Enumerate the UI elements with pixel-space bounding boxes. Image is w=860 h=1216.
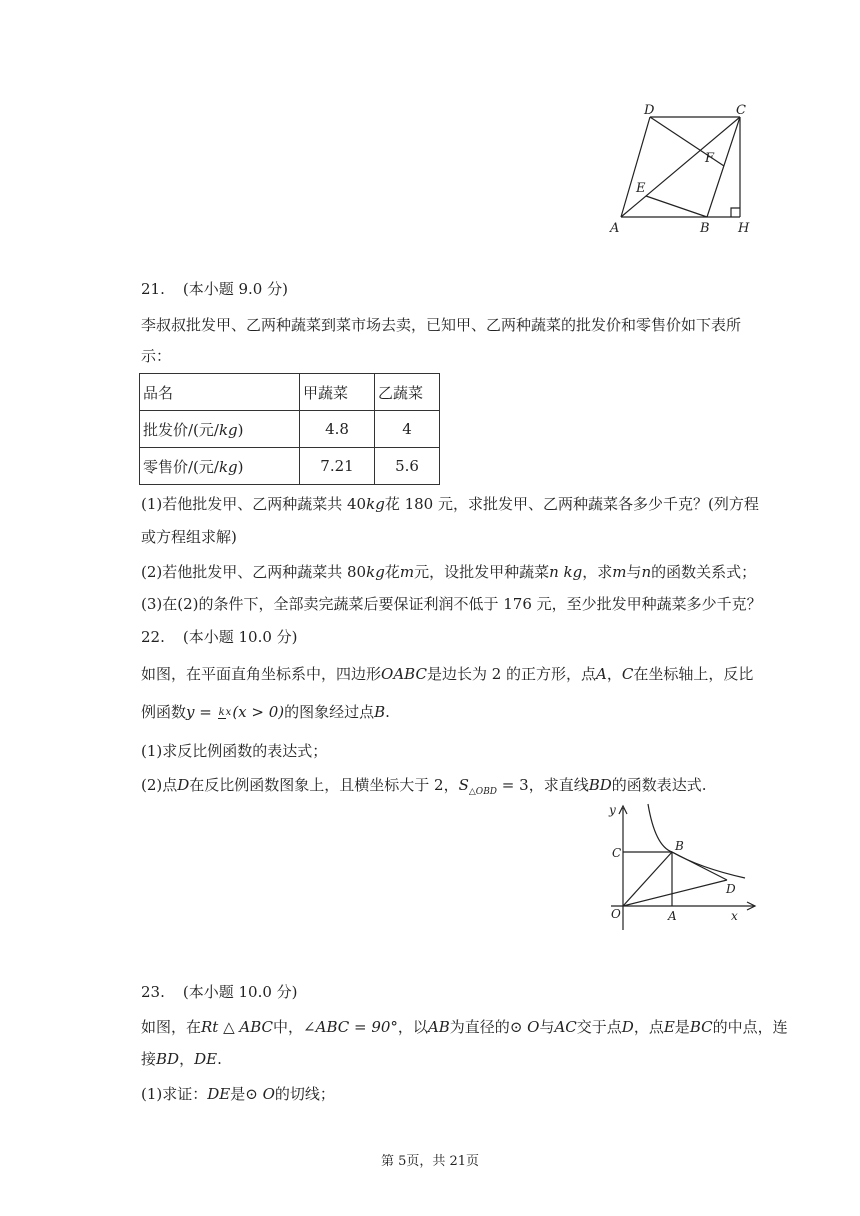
- text: 在反比例函数图象上，且横坐标大于 2，: [189, 776, 459, 794]
- label-E: E: [636, 181, 646, 196]
- coordinate-figure: [595, 800, 760, 940]
- table-header-cell: 乙蔬菜: [375, 374, 440, 411]
- q22-header: [141, 627, 298, 647]
- text: 是: [674, 1018, 690, 1036]
- q22-part2: [141, 775, 707, 802]
- text: 的函数关系式；: [651, 563, 757, 581]
- label-A: A: [610, 221, 620, 236]
- label-O: O: [611, 907, 621, 921]
- math-var: DE: [194, 1050, 218, 1068]
- math-var: n: [641, 563, 652, 581]
- axis-label-x: x: [731, 909, 738, 923]
- math-var: S: [458, 776, 469, 794]
- text: 如图，在: [141, 1018, 202, 1036]
- q23-number: 23.: [141, 983, 165, 1001]
- text: (2)若他批发甲、乙两种蔬菜共 80: [141, 563, 367, 581]
- math-var: B: [374, 703, 386, 721]
- math-var: BD: [156, 1050, 180, 1068]
- row-label-suffix: ): [237, 457, 244, 476]
- table-row: [140, 448, 440, 485]
- segment-OD: [623, 880, 727, 906]
- q21-intro-line2: 示：: [141, 347, 172, 365]
- math-var: D: [177, 776, 190, 794]
- row-label-prefix: 批发价/(元/: [143, 420, 219, 439]
- table-header-cell: 甲蔬菜: [300, 374, 375, 411]
- q22-line1: [141, 664, 753, 684]
- q23-header: [141, 982, 298, 1002]
- text: 的图象经过点: [284, 703, 375, 721]
- table-cell: 4.8: [300, 411, 375, 448]
- label-A: A: [668, 909, 677, 923]
- diagonal-AC: [621, 117, 740, 217]
- label-B: B: [700, 221, 710, 236]
- text: (1)求证：: [141, 1085, 208, 1103]
- text: 例函数: [141, 703, 187, 721]
- q22-number: 22.: [141, 628, 165, 646]
- text: 为直径的: [449, 1018, 510, 1036]
- text: ，: [606, 665, 622, 683]
- q21-number: 21.: [141, 280, 165, 298]
- math-subscript: △OBD: [468, 787, 498, 797]
- text: 是边长为 2 的正方形，点: [426, 665, 597, 683]
- text: ，求直线: [528, 776, 589, 794]
- row-label-retail: [140, 448, 300, 485]
- text: 在坐标轴上，反比: [633, 665, 754, 683]
- text: 花 180 元，求批发甲、乙两种蔬菜各多少千克？(列方程: [384, 495, 759, 513]
- segment-AD: [621, 117, 650, 217]
- text: 交于点: [576, 1018, 622, 1036]
- math-expr: ⊙ O: [245, 1085, 275, 1103]
- q21-header: [141, 279, 288, 299]
- label-D: D: [644, 103, 655, 118]
- fraction-numerator: k: [218, 707, 225, 718]
- math-var: E: [663, 1018, 675, 1036]
- hyperbola-curve: [648, 804, 745, 878]
- math-unit: kg: [366, 495, 385, 513]
- table-row: [140, 411, 440, 448]
- math-var: D: [621, 1018, 634, 1036]
- q23-line1: [141, 1017, 788, 1037]
- text: 中，: [273, 1018, 304, 1036]
- math-var: OABC: [381, 665, 427, 683]
- math-var: y: [186, 703, 195, 721]
- math-var: C: [621, 665, 634, 683]
- q23-line2: [141, 1049, 222, 1069]
- text: 如图，在平面直角坐标系中，四边形: [141, 665, 382, 683]
- text: ，点: [633, 1018, 664, 1036]
- row-label-unit: kg: [218, 457, 238, 476]
- q21-intro-line1: 李叔叔批发甲、乙两种蔬菜到菜市场去卖，已知甲、乙两种蔬菜的批发价和零售价如下表所: [141, 316, 742, 334]
- math-var: m: [612, 563, 627, 581]
- text: 与: [539, 1018, 555, 1036]
- math-var: BC: [689, 1018, 713, 1036]
- q21-part3: (3)在(2)的条件下，全部卖完蔬菜后要保证利润不低于 176 元，至少批发甲种蔬菜多少千克？: [141, 595, 762, 613]
- q21-part1-line1: [141, 494, 759, 514]
- q23-points: (本小题 10.0 分): [182, 983, 298, 1001]
- math-expr: ⊙ O: [509, 1018, 540, 1036]
- table-cell: 5.6: [375, 448, 440, 485]
- text: .: [385, 703, 390, 721]
- math-var: n kg: [549, 563, 583, 581]
- table-header-row: [140, 374, 440, 411]
- text: 花: [384, 563, 400, 581]
- axis-label-y: y: [609, 803, 616, 817]
- math-var: AB: [427, 1018, 450, 1036]
- row-label-prefix: 零售价/(元/: [143, 457, 219, 476]
- text: 的中点，连: [712, 1018, 788, 1036]
- q22-part1: (1)求反比例函数的表达式；: [141, 742, 328, 760]
- text: ，以: [397, 1018, 428, 1036]
- row-label-suffix: ): [237, 420, 244, 439]
- q21-points: (本小题 9.0 分): [182, 280, 288, 298]
- text: 元，设批发甲种蔬菜: [414, 563, 550, 581]
- table-cell: 4: [375, 411, 440, 448]
- q21-part1-line2: 或方程组求解): [141, 528, 237, 546]
- math-expr: ∠ABC = 90°: [303, 1018, 398, 1036]
- text: 与: [626, 563, 642, 581]
- text: (1)若他批发甲、乙两种蔬菜共 40: [141, 495, 367, 513]
- label-D: D: [726, 882, 736, 896]
- math-var: AC: [554, 1018, 577, 1036]
- segment-OB: [623, 852, 672, 906]
- segment-CB: [707, 117, 740, 217]
- label-H: H: [738, 221, 750, 236]
- q21-part2: [141, 562, 756, 582]
- fraction-denominator: x: [225, 707, 232, 718]
- math-var: DE: [207, 1085, 231, 1103]
- text: 是: [230, 1085, 246, 1103]
- label-B: B: [675, 839, 684, 853]
- price-table: [139, 373, 440, 485]
- text: .: [217, 1050, 222, 1068]
- q23-part1: [141, 1084, 335, 1104]
- row-label-wholesale: [140, 411, 300, 448]
- math-var: A: [596, 665, 607, 683]
- text: 的切线；: [274, 1085, 335, 1103]
- label-C: C: [736, 103, 746, 118]
- parallelogram-figure: [600, 100, 760, 240]
- segment-EB: [646, 196, 707, 217]
- math-expr: Rt △ ABC: [201, 1018, 274, 1036]
- text: ，: [179, 1050, 195, 1068]
- q22-points: (本小题 10.0 分): [182, 628, 298, 646]
- text: ，求: [582, 563, 613, 581]
- math-var: m: [399, 563, 415, 581]
- math-condition: (x > 0): [232, 703, 285, 721]
- math-unit: kg: [366, 563, 385, 581]
- text: 接: [141, 1050, 157, 1068]
- label-C: C: [612, 846, 622, 860]
- right-angle-mark: [731, 208, 740, 217]
- math-op: = 3: [497, 776, 529, 794]
- q22-line2: [141, 700, 390, 724]
- row-label-unit: kg: [218, 420, 238, 439]
- table-cell: 7.21: [300, 448, 375, 485]
- text: 的函数表达式.: [611, 776, 707, 794]
- math-var: BD: [588, 776, 612, 794]
- math-op: =: [194, 703, 217, 721]
- fraction-k-over-x: [218, 708, 232, 718]
- text: (2)点: [141, 776, 178, 794]
- table-header-cell: 品名: [140, 374, 300, 411]
- label-F: F: [705, 151, 715, 166]
- page-footer: 第 5页，共 21页: [380, 1154, 480, 1169]
